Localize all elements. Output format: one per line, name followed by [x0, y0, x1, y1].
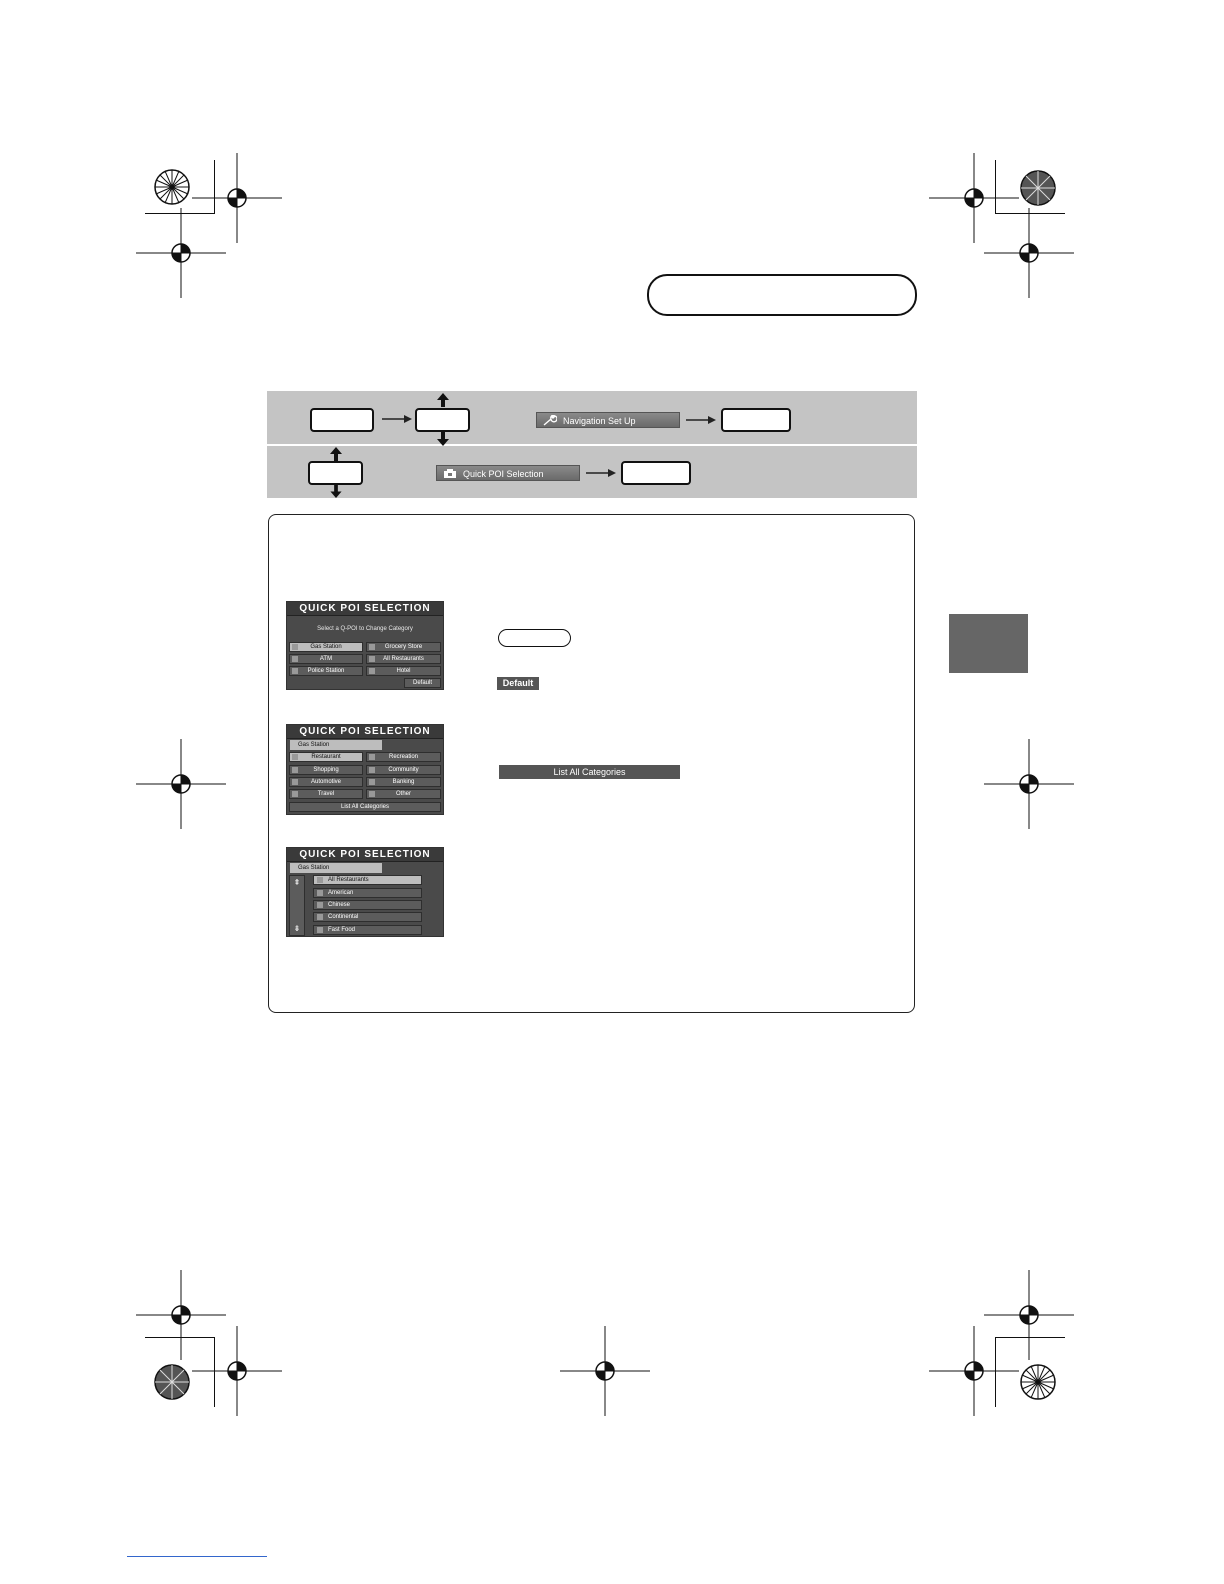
category-cell[interactable]: Community	[366, 765, 441, 775]
category-cell[interactable]: Banking	[366, 777, 441, 787]
up-arrow-icon	[437, 393, 449, 407]
footer-link-underline	[127, 1556, 267, 1557]
navigation-setup-label: Navigation Set Up	[563, 416, 636, 426]
hotel-icon	[369, 668, 375, 674]
registration-star-icon	[152, 165, 192, 209]
wrench-icon	[543, 415, 557, 426]
chapter-tab	[949, 614, 1028, 673]
crosshair-icon	[984, 208, 1074, 298]
list-item-icon	[317, 902, 323, 908]
poi-cell[interactable]: Hotel	[366, 666, 441, 676]
list-item[interactable]: Chinese	[313, 900, 422, 910]
crop-line	[995, 1337, 1065, 1338]
enter-key-box	[621, 461, 691, 485]
registration-star-icon	[1018, 166, 1058, 210]
breadcrumb: Gas Station	[290, 740, 382, 750]
scroll-down-icon[interactable]: ⇟	[293, 924, 301, 933]
key-reference-outline	[498, 629, 571, 647]
list-item[interactable]: Continental	[313, 912, 422, 922]
travel-icon	[292, 791, 298, 797]
list-item[interactable]: All Restaurants	[313, 875, 422, 885]
scroll-up-icon[interactable]: ⇞	[293, 878, 301, 887]
atm-icon	[292, 656, 298, 662]
list-item-icon	[317, 927, 323, 933]
screen-title: QUICK POI SELECTION	[287, 602, 443, 616]
crosshair-icon	[929, 1326, 1019, 1416]
section-header-pill	[647, 274, 917, 316]
right-arrow-icon	[686, 415, 716, 425]
quick-poi-selection-label: Quick POI Selection	[463, 469, 544, 479]
registration-star-icon	[152, 1360, 192, 1404]
crop-line	[995, 160, 996, 214]
list-item-icon	[317, 877, 323, 883]
list-item-icon	[317, 914, 323, 920]
crop-line	[145, 1337, 215, 1338]
crop-line	[145, 213, 215, 214]
crop-line	[995, 1337, 996, 1407]
list-all-categories-button[interactable]: List All Categories	[289, 802, 441, 812]
police-icon	[292, 668, 298, 674]
list-item[interactable]: Fast Food	[313, 925, 422, 935]
screen-title: QUICK POI SELECTION	[287, 848, 443, 862]
right-arrow-icon	[382, 414, 412, 424]
grocery-icon	[369, 644, 375, 650]
crosshair-icon	[560, 1326, 650, 1416]
list-item[interactable]: American	[313, 888, 422, 898]
poi-cell[interactable]: All Restaurants	[366, 654, 441, 664]
down-arrow-icon	[437, 432, 449, 446]
default-reference-button: Default	[497, 677, 539, 690]
crop-line	[214, 160, 215, 214]
category-cell[interactable]: Travel	[289, 789, 363, 799]
category-cell[interactable]: Recreation	[366, 752, 441, 762]
button-key-box	[310, 408, 374, 432]
shopping-icon	[292, 767, 298, 773]
enter-key-box	[721, 408, 791, 432]
up-arrow-icon	[330, 447, 342, 461]
list-item-icon	[317, 890, 323, 896]
navigation-setup-button[interactable]	[536, 412, 680, 428]
restaurant-icon	[369, 656, 375, 662]
restaurant-icon	[292, 754, 298, 760]
crosshair-icon	[192, 1326, 282, 1416]
default-button[interactable]: Default	[404, 678, 441, 688]
scrollbar[interactable]	[289, 875, 305, 936]
gas-station-icon	[292, 644, 298, 650]
right-arrow-icon	[586, 468, 616, 478]
crop-line	[214, 1337, 215, 1407]
screen-title: QUICK POI SELECTION	[287, 725, 443, 739]
automotive-icon	[292, 779, 298, 785]
poi-cell[interactable]: Gas Station	[289, 642, 363, 652]
joystick-key-box	[415, 408, 470, 432]
category-cell[interactable]: Shopping	[289, 765, 363, 775]
joystick-key-box	[308, 461, 363, 485]
poi-cell[interactable]: Grocery Store	[366, 642, 441, 652]
list-all-reference-button: List All Categories	[499, 765, 680, 779]
breadcrumb: Gas Station	[290, 863, 382, 873]
category-cell[interactable]: Restaurant	[289, 752, 363, 762]
other-icon	[369, 791, 375, 797]
crosshair-icon	[136, 208, 226, 298]
category-cell[interactable]: Automotive	[289, 777, 363, 787]
screen-subtitle: Select a Q-POI to Change Category	[317, 626, 413, 632]
crosshair-icon	[984, 739, 1074, 829]
crop-line	[995, 213, 1065, 214]
community-icon	[369, 767, 375, 773]
quick-poi-selection-button[interactable]	[436, 465, 580, 481]
poi-cell[interactable]: ATM	[289, 654, 363, 664]
poi-cell[interactable]: Police Station	[289, 666, 363, 676]
banking-icon	[369, 779, 375, 785]
down-arrow-icon	[330, 485, 342, 498]
poi-icon	[443, 468, 457, 479]
registration-star-icon	[1018, 1360, 1058, 1404]
crosshair-icon	[136, 739, 226, 829]
recreation-icon	[369, 754, 375, 760]
category-cell[interactable]: Other	[366, 789, 441, 799]
